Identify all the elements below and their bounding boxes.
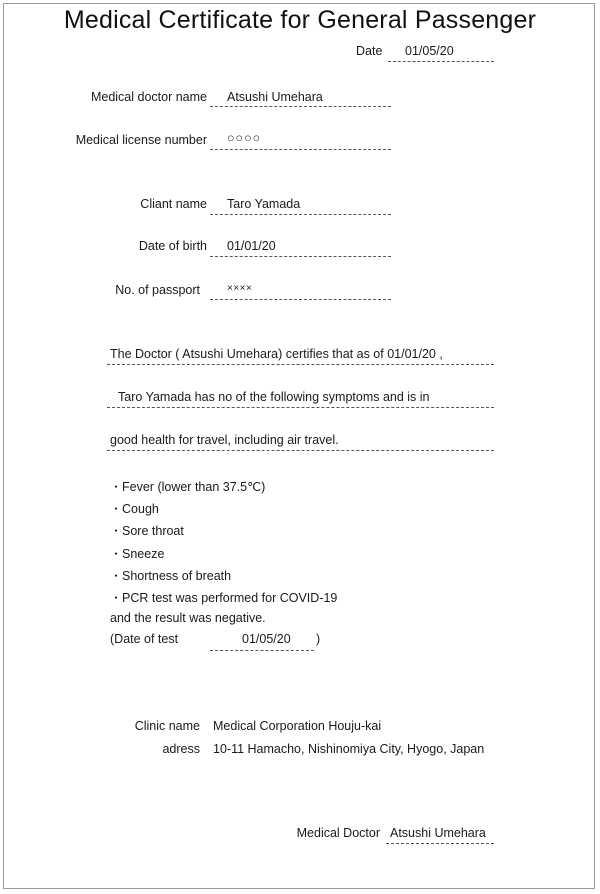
pcr-result: and the result was negative. — [110, 611, 266, 625]
date-underline — [388, 61, 494, 62]
passport-underline — [210, 299, 391, 300]
pcr-text: PCR test was performed for COVID-19 — [122, 591, 338, 605]
client-name-underline — [210, 214, 391, 215]
test-date-value: 01/05/20 — [242, 632, 291, 646]
license-underline — [210, 149, 391, 150]
bullet-icon: ・ — [110, 547, 123, 561]
test-date-suffix: ) — [316, 632, 321, 646]
document-title: Medical Certificate for General Passenger — [63, 6, 537, 34]
test-date-prefix: (Date of test — [110, 632, 179, 646]
certification-underline-3 — [107, 450, 494, 451]
bullet-icon: ・ — [110, 591, 123, 605]
clinic-name-value: Medical Corporation Houju-kai — [213, 719, 382, 733]
symptom-item — [110, 478, 265, 495]
doctor-name-value: Atsushi Umehara — [227, 90, 323, 104]
passport-label: No. of passport — [115, 283, 200, 297]
date-label: Date — [356, 44, 383, 58]
clinic-address-value: 10-11 Hamacho, Nishinomiya City, Hyogo, Japan — [213, 742, 485, 756]
symptom-item — [110, 522, 184, 539]
symptom-item — [110, 545, 164, 562]
bullet-icon: ・ — [110, 524, 123, 538]
symptom-text: Sneeze — [122, 547, 165, 561]
doctor-name-underline — [210, 106, 391, 107]
bullet-icon: ・ — [110, 480, 123, 494]
symptom-text: Fever (lower than 37.5℃) — [122, 480, 266, 494]
certification-underline-2 — [107, 407, 494, 408]
passport-value: ×××× — [227, 283, 253, 294]
symptom-item — [110, 567, 231, 584]
pcr-item — [110, 589, 337, 606]
symptom-text: Sore throat — [122, 524, 184, 538]
bullet-icon: ・ — [110, 502, 123, 516]
license-label: Medical license number — [75, 133, 207, 147]
dob-value: 01/01/20 — [227, 239, 276, 253]
dob-label: Date of birth — [138, 239, 207, 253]
signature-underline — [386, 843, 494, 844]
signature-value: Atsushi Umehara — [390, 826, 486, 840]
clinic-address-label: adress — [162, 742, 200, 756]
signature-label: Medical Doctor — [296, 826, 380, 840]
symptom-text: Shortness of breath — [122, 569, 232, 583]
symptom-item — [110, 500, 159, 517]
certification-line-2: Taro Yamada has no of the following symptoms and is in — [118, 390, 430, 404]
certification-line-1: The Doctor ( Atsushi Umehara) certifies that as of 01/01/20 , — [110, 347, 443, 361]
certification-line-3: good health for travel, including air travel. — [110, 433, 339, 447]
certification-underline-1 — [107, 364, 494, 365]
client-name-label: Cliant name — [140, 197, 207, 211]
symptom-text: Cough — [122, 502, 159, 516]
doctor-name-label: Medical doctor name — [90, 90, 207, 104]
test-date-underline — [210, 650, 314, 651]
bullet-icon: ・ — [110, 569, 123, 583]
license-value: ○○○○ — [227, 131, 262, 145]
dob-underline — [210, 256, 391, 257]
date-value: 01/05/20 — [405, 44, 454, 58]
clinic-name-label: Clinic name — [134, 719, 200, 733]
client-name-value: Taro Yamada — [227, 197, 301, 211]
